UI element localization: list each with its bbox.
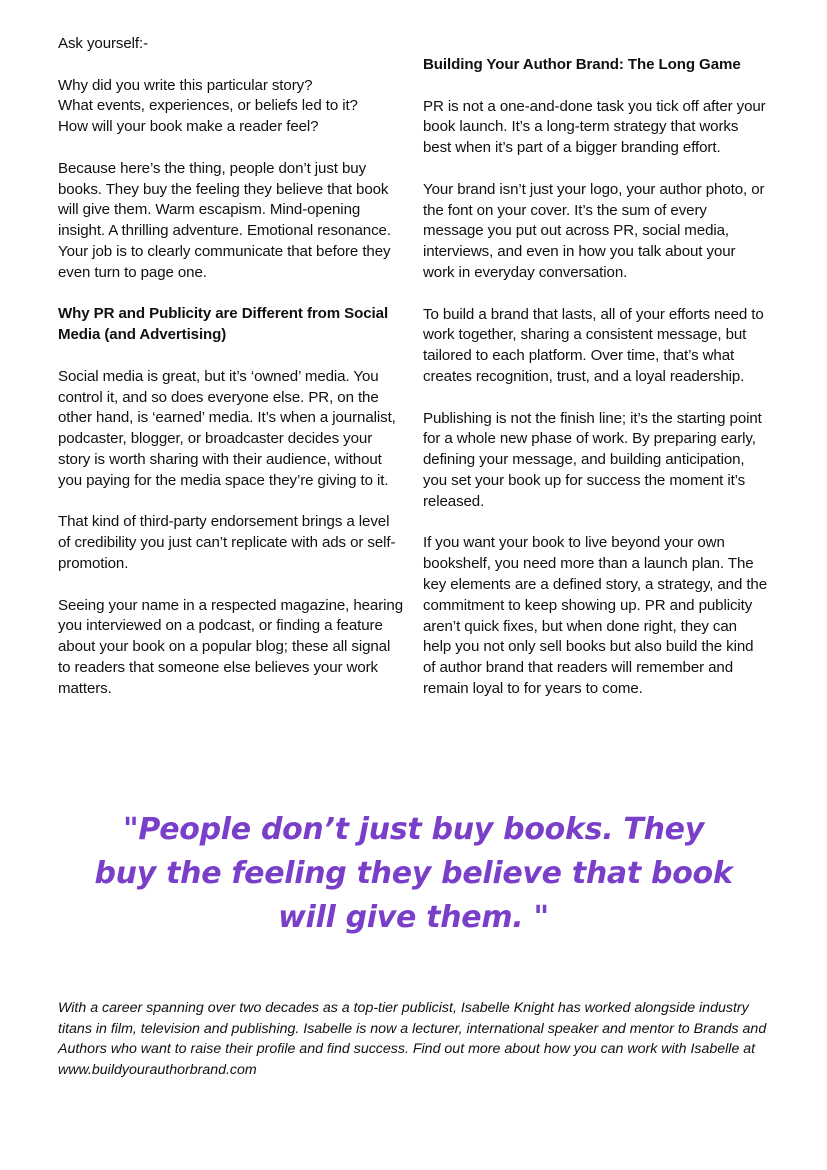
body-paragraph: Your brand isn’t just your logo, your author photo, or the font on your cover. It’s the sum of every message you put out across PR, social media, interviews, and even in how you talk about your work in everyday conversation. bbox=[423, 180, 765, 281]
section-heading: Building Your Author Brand: The Long Game bbox=[423, 56, 741, 73]
body-paragraph: Because here’s the thing, people don’t just buy books. They buy the feeling they believe that book will give them. Warm escapism. Mind-opening insight. A thrilling adventure. Emotional resonance. Your job is to clearly communicate that before they even turn to page one. bbox=[58, 159, 391, 281]
author-bio: With a career spanning over two decades as a top-tier publicist, Isabelle Knight has worked alongside industry titans in film, television and publishing. Isabelle is now a lecturer, international speaker and mentor to Brands and Authors who want to raise their profile and find success. Find out more about how you can work with Isabelle at www.buildyourauthorbrand.com bbox=[58, 1000, 767, 1078]
ask-heading: Ask yourself:- bbox=[58, 35, 149, 52]
question-item: What events, experiences, or beliefs led to it? bbox=[58, 97, 358, 115]
body-paragraph: That kind of third-party endorsement brings a level of credibility you just can’t replicate with ads or self-promotion. bbox=[58, 513, 396, 572]
left-column bbox=[58, 34, 403, 720]
question-item: How will your book make a reader feel? bbox=[58, 118, 319, 136]
question-item: Why did you write this particular story? bbox=[58, 76, 313, 94]
question-list bbox=[58, 76, 403, 138]
body-paragraph: PR is not a one-and-done task you tick off after your book launch. It’s a long-term strategy that works best when it’s part of a bigger branding effort. bbox=[423, 97, 766, 157]
body-paragraph: If you want your book to live beyond your own bookshelf, you need more than a launch plan. The key elements are a defined story, a strategy, and the commitment to keep showing up. PR and publicity aren’t quick fixes, but when done right, they can help you not only sell books but also build the kind of author brand that readers will remember and remain loyal to for years to come. bbox=[423, 534, 768, 697]
body-paragraph: To build a brand that lasts, all of your efforts need to work together, sharing a consistent message, but tailored to each platform. Over time, that’s what creates recognition, trust, and a loyal readership. bbox=[423, 305, 764, 385]
right-column bbox=[423, 34, 768, 721]
body-paragraph: Social media is great, but it’s ‘owned’ media. You control it, and so does everyone else. PR, on the other hand, is ‘earned’ media. It’s when a journalist, podcaster, blogger, or broadcaster decides your story is worth sharing with their audience, without you paying for the media space they’re giving to it. bbox=[58, 367, 396, 489]
pull-quote: "People don’t just buy books. They buy the feeling they believe that book will give them. " bbox=[94, 812, 733, 935]
body-paragraph: Publishing is not the finish line; it’s the starting point for a whole new phase of work. By preparing early, defining your message, and building anticipation, you set your book up for success the moment it’s released. bbox=[423, 409, 762, 510]
section-heading: Why PR and Publicity are Different from Social Media (and Advertising) bbox=[58, 305, 389, 344]
body-paragraph: Seeing your name in a respected magazine, hearing you interviewed on a podcast, or finding a feature about your book on a popular blog; these all signal to readers that someone else believes your work matters. bbox=[58, 596, 403, 697]
